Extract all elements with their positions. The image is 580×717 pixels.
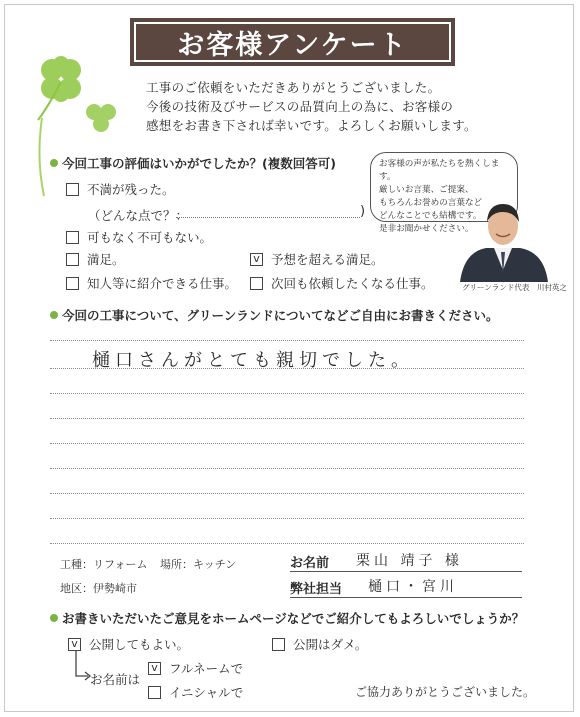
- ruled-line: [50, 518, 524, 519]
- ruled-line: [50, 443, 524, 444]
- paren-close: ): [360, 204, 366, 219]
- option-label: 次回も依頼したくなる仕事。: [271, 276, 434, 291]
- option-neutral[interactable]: [66, 228, 212, 246]
- three-leaf-clover-icon: [80, 98, 122, 140]
- bubble-line: もちろんお誉めの言葉など: [379, 198, 483, 208]
- bubble-line: どんなことでも結構です。: [379, 211, 482, 221]
- followup-answer-line[interactable]: [176, 217, 360, 218]
- page-title: お客様アンケート: [130, 18, 455, 66]
- option-dissatisfied[interactable]: [66, 180, 175, 198]
- question-2: [50, 306, 499, 324]
- bullet-icon: [50, 311, 58, 319]
- option-beyond-expectation[interactable]: [250, 250, 384, 268]
- bullet-icon: [50, 159, 58, 167]
- checkbox-checked[interactable]: [250, 253, 263, 266]
- check-mark-icon: v: [71, 636, 78, 650]
- bubble-line: 厳しいお言葉、ご提案、: [379, 185, 474, 195]
- arrow-icon: [72, 650, 92, 684]
- name-field[interactable]: 栗山 靖子 様: [356, 553, 463, 569]
- question-2-label: 今回の工事について、グリーンランドについてなどご自由にお書きください。: [62, 308, 499, 323]
- bubble-line: お客様の声が私たちを熱くします。: [379, 159, 500, 182]
- checkbox[interactable]: [250, 277, 263, 290]
- option-satisfied[interactable]: [66, 250, 125, 268]
- name-label: お名前: [290, 556, 330, 571]
- question-1-label: 今回工事の評価はいかがでしたか？(複数回答可): [62, 156, 336, 171]
- option-label: 知人等に紹介できる仕事。: [87, 276, 238, 291]
- ruled-line: [50, 468, 524, 469]
- portrait-caption: グリーンランド代表 川村英之: [462, 283, 567, 292]
- option-label: 公開してもよい。: [89, 637, 190, 652]
- ruled-line: [50, 493, 524, 494]
- option-initials[interactable]: [148, 683, 243, 701]
- question-3-label: お書きいただいたご意見をホームページなどでご紹介してもよろしいでしょうか？: [62, 611, 525, 626]
- work-place: 場所：キッチン: [160, 558, 237, 571]
- option-label: 公開はダメ。: [293, 637, 368, 652]
- option-label: 満足。: [87, 252, 125, 267]
- name-format-label: お名前は: [90, 672, 141, 687]
- staff-label: 弊社担当: [290, 582, 343, 597]
- bubble-line: 是非お聞かせください。: [379, 224, 474, 234]
- check-mark-icon: v: [253, 251, 260, 265]
- thanks-message: ご協力ありがとうございました。: [355, 685, 536, 699]
- option-label: 不満が残った。: [87, 182, 175, 197]
- staff-underline: [290, 597, 522, 598]
- option-recommendable[interactable]: [66, 274, 237, 292]
- checkbox[interactable]: [148, 686, 161, 699]
- option-label: フルネームで: [169, 661, 244, 676]
- clover-stem: [30, 118, 50, 198]
- representative-portrait: [456, 190, 550, 282]
- question-3: [50, 609, 524, 627]
- checkbox-checked[interactable]: [148, 662, 161, 675]
- intro-line: 感想をお書き下されば幸いです。よろしくお願いします。: [146, 118, 477, 133]
- work-kind: 工種：リフォーム: [60, 558, 148, 571]
- checkbox[interactable]: [66, 277, 79, 290]
- followup-label: （どんな点で？：: [88, 208, 189, 223]
- option-fullname[interactable]: [148, 659, 243, 677]
- staff-field[interactable]: 樋口・宮川: [368, 579, 458, 595]
- checkbox[interactable]: [272, 638, 285, 651]
- bullet-icon: [50, 614, 58, 622]
- intro-text: [146, 78, 546, 135]
- checkbox[interactable]: [66, 253, 79, 266]
- intro-line: 今後の技術及びサービスの品質向上の為に、お客様の: [146, 99, 454, 114]
- option-label: 予想を超える満足。: [271, 252, 384, 267]
- intro-line: 工事のご依頼をいただきありがとうございました。: [146, 80, 441, 95]
- question-1: [50, 154, 336, 172]
- option-request-again[interactable]: [250, 274, 434, 292]
- work-area: 地区：伊勢崎市: [60, 582, 137, 595]
- ruled-line: [50, 393, 524, 394]
- ruled-line: [50, 543, 524, 544]
- checkbox[interactable]: [66, 231, 79, 244]
- check-mark-icon: v: [151, 660, 158, 674]
- ruled-line: [50, 340, 524, 341]
- option-publish-ng[interactable]: [272, 635, 367, 653]
- ruled-line: [50, 418, 524, 419]
- free-comment-answer[interactable]: 樋口さんがとても親切でした。: [92, 350, 414, 371]
- name-underline: [290, 571, 522, 572]
- checkbox[interactable]: [66, 183, 79, 196]
- option-label: イニシャルで: [169, 685, 244, 700]
- checkbox-checked[interactable]: [68, 638, 81, 651]
- option-label: 可もなく不可もない。: [87, 230, 213, 245]
